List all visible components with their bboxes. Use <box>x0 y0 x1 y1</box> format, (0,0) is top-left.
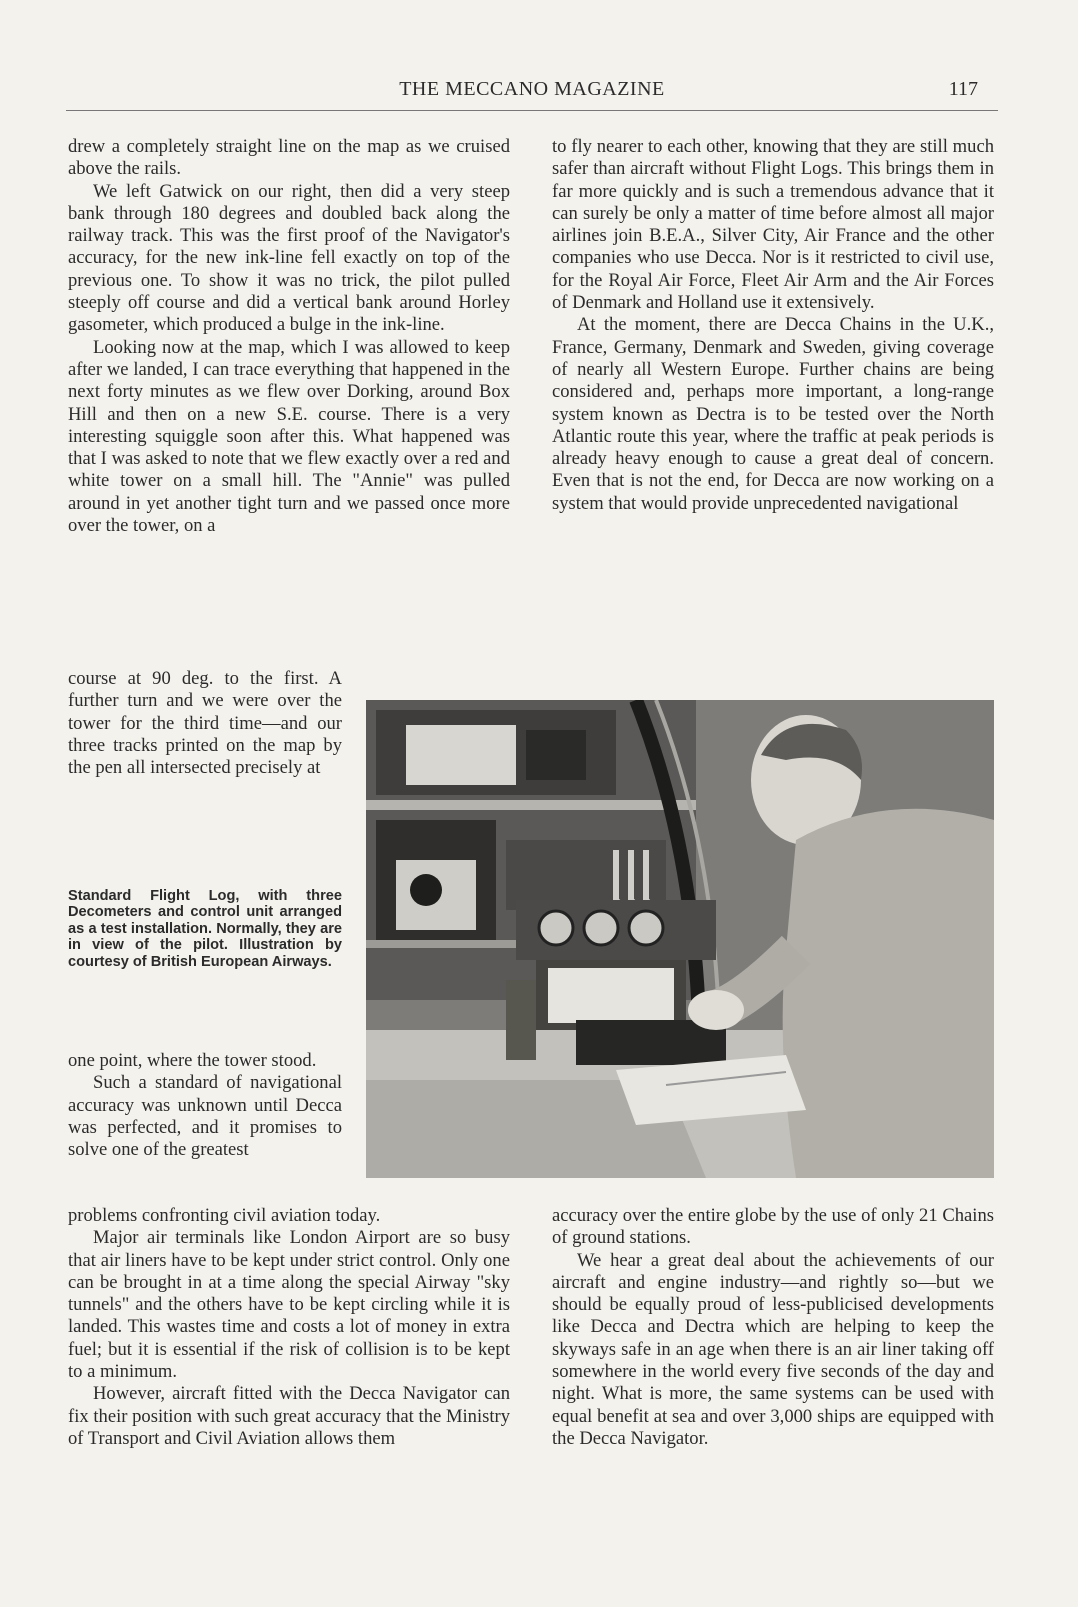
paragraph: drew a completely straight line on the map as we cruised above the rails. <box>68 136 510 180</box>
paragraph: course at 90 deg. to the first. A further turn and we were over the tower for the third time—and our three tracks printed on the map by the pen all intersected precisely at <box>68 668 342 779</box>
left-column-bottom <box>68 1205 510 1450</box>
paragraph: Major air terminals like London Airport are so busy that air liners have to be kept under strict control. Only one can be brought in at a time along the special Airway "sky tunnels" and the others have to be kept circling while it is landed. This wastes time and costs a lot of money in extra fuel; but it is essential if the risk of collision is to be kept to a minimum. <box>68 1227 510 1383</box>
photo-caption: Standard Flight Log, with three Decometers and control unit arranged as a test installation. Normally, they are in view of the pilot. Illustration by courtesy of British European Airways. <box>68 888 342 970</box>
paragraph: one point, where the tower stood. <box>68 1050 317 1071</box>
flight-log-photo-illustration <box>366 700 994 1178</box>
paragraph: We left Gatwick on our right, then did a very steep bank through 180 degrees and doubled back along the railway track. This was the first proof of the Navigator's accuracy, for the new ink-line fell exactly on top of the previous one. To show it was no trick, the pilot pulled steeply off course and did a vertical bank around Horley gasometer, which produced a bulge in the ink-line. <box>68 180 510 336</box>
flight-log-photo <box>366 700 994 1178</box>
left-column-narrow <box>68 668 342 779</box>
page-number: 117 <box>948 78 978 100</box>
paragraph: to fly nearer to each other, knowing that they are still much safer than aircraft without Flight Logs. This brings them in far more quickly and is such a tremendous advance that it can surely be only a matter of time before almost all major airlines join B.E.A., Silver City, Air France and the other companies who use Decca. Nor is it restricted to civil use, for the Royal Air Force, Fleet Air Arm and the Air Forces of Denmark and Holland use it extensively. <box>552 136 994 314</box>
paragraph: accuracy over the entire globe by the use of only 21 Chains of ground stations. <box>552 1205 994 1249</box>
magazine-title: THE MECCANO MAGAZINE <box>399 78 665 100</box>
left-column-narrow-lower <box>68 1050 342 1161</box>
paragraph: problems confronting civil aviation today. <box>68 1205 381 1226</box>
paragraph: At the moment, there are Decca Chains in the U.K., France, Germany, Denmark and Sweden, giving coverage of nearly all Western Europe. Further chains are being considered and, perhaps more important, a long-range system known as Dectra is to be tested over the North Atlantic route this year, where the traffic at peak periods is already heavy enough to cause a great deal of concern. Even that is not the end, for Decca are now working on a system that would provide unprecedented navigational <box>552 314 994 514</box>
right-column-top <box>552 136 994 515</box>
page-header <box>66 76 998 111</box>
paragraph: However, aircraft fitted with the Decca Navigator can fix their position with such great accuracy that the Ministry of Transport and Civil Aviation allows them <box>68 1383 510 1449</box>
right-column-bottom <box>552 1205 994 1450</box>
paragraph: Looking now at the map, which I was allowed to keep after we landed, I can trace everything that happened in the next forty minutes as we flew over Dorking, around Box Hill and then on a new S.E. course. There is a very interesting squiggle soon after this. What happened was that I was asked to note that we flew exactly over a red and white tower on a small hill. The "Annie" was pulled around in yet another tight turn and we passed once more over the tower, on a <box>68 336 510 537</box>
paragraph: Such a standard of navigational accuracy was unknown until Decca was perfected, and it promises to solve one of the greatest <box>68 1072 342 1161</box>
paragraph: We hear a great deal about the achievements of our aircraft and engine industry—and rightly so—but we should be equally proud of less-publicised developments like Decca and Dectra which are helping to keep the skyways safe in an age when there is an air liner taking off somewhere in the world every five seconds of the day and night. What is more, the same systems can be used with equal benefit at sea and over 3,000 ships are equipped with the Decca Navigator. <box>552 1249 994 1449</box>
left-column-top <box>68 136 510 537</box>
